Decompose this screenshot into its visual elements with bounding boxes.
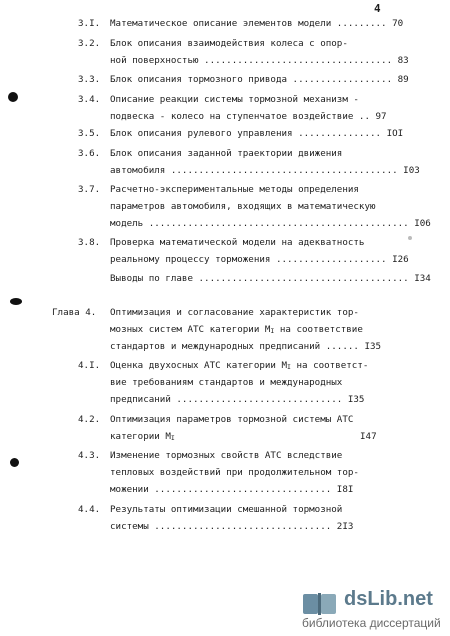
toc-entry-line: Изменение тормозных свойств АТС вследствие <box>110 450 343 461</box>
toc-number: 3.2. <box>78 38 101 49</box>
toc-number: 4.2. <box>78 414 101 425</box>
toc-entry-line: Оценка двухосных АТС категории MI на соответст- <box>110 360 369 371</box>
toc-entry-line: Блок описания взаимодействия колеса с опор- <box>110 38 348 49</box>
toc-entry-line: Блок описания заданной траектории движения <box>110 148 343 159</box>
toc-entry-line: предписаний .............................. I35 <box>110 394 365 405</box>
toc-entry-line: Выводы по главе ...................................... I34 <box>110 273 431 284</box>
watermark <box>300 586 450 632</box>
toc-entry-line: тепловых воздействий при продолжительном тор- <box>110 467 359 478</box>
toc-entry-line: параметров автомобиля, входящих в математическую <box>110 201 376 212</box>
toc-number: 4.3. <box>78 450 101 461</box>
toc-number: 3.5. <box>78 128 101 139</box>
toc-entry-line: Проверка математической модели на адекватность <box>110 237 365 248</box>
toc-page-ref: I47 <box>360 431 377 442</box>
toc-number: 3.8. <box>78 237 101 248</box>
page-number: 4 <box>374 2 381 15</box>
punch-hole-mark <box>408 236 412 240</box>
toc-number: 3.I. <box>78 18 101 29</box>
punch-hole-mark <box>10 298 22 305</box>
toc-entry-line: реальному процессу торможения .................... I26 <box>110 254 409 265</box>
book-logo-icon <box>300 590 340 618</box>
toc-entry-line: Блок описания тормозного привода .................. 89 <box>110 74 409 85</box>
chapter-label: Глава 4. <box>52 307 97 318</box>
toc-number: 4.I. <box>78 360 101 371</box>
toc-entry-line: вие требованиям стандартов и международных <box>110 377 343 388</box>
toc-number: 3.7. <box>78 184 101 195</box>
chapter-title-line: мозных систем АТС категории MI на соответствие <box>110 324 363 335</box>
chapter-title-line: Оптимизация и согласование характеристик тор- <box>110 307 359 318</box>
toc-entry-line: Оптимизация параметров тормозной системы АТС <box>110 414 354 425</box>
toc-entry-line: Результаты оптимизации смешанной тормозной <box>110 504 343 515</box>
toc-entry-line: ной поверхностью .................................. 83 <box>110 55 409 66</box>
toc-entry-line: Описание реакции системы тормозной механизм - <box>110 94 359 105</box>
toc-number: 3.4. <box>78 94 101 105</box>
toc-number: 3.3. <box>78 74 101 85</box>
toc-entry-line: Блок описания рулевого управления ............... IOI <box>110 128 404 139</box>
toc-entry-line: Математическое описание элементов модели ......... 70 <box>110 18 404 29</box>
toc-entry-line: можении ................................ I8I <box>110 484 354 495</box>
punch-hole-mark <box>10 458 19 467</box>
watermark-subtitle: библиотека диссертаций <box>302 616 441 630</box>
chapter-title-line: стандартов и международных предписаний ...... I35 <box>110 341 382 352</box>
toc-entry-line: подвеска - колесо на ступенчатое воздействие .. 97 <box>110 111 387 122</box>
toc-number: 3.6. <box>78 148 101 159</box>
toc-entry-line: категории MI <box>110 431 175 442</box>
toc-number: 4.4. <box>78 504 101 515</box>
toc-entry-line: автомобиля ......................................... I03 <box>110 165 420 176</box>
punch-hole-mark <box>8 92 18 102</box>
toc-entry-line: Расчетно-экспериментальные методы определения <box>110 184 359 195</box>
toc-entry-line: модель ............................................... I06 <box>110 218 431 229</box>
toc-entry-line: системы ................................ 2I3 <box>110 521 354 532</box>
watermark-brand: dsLib.net <box>344 588 433 610</box>
